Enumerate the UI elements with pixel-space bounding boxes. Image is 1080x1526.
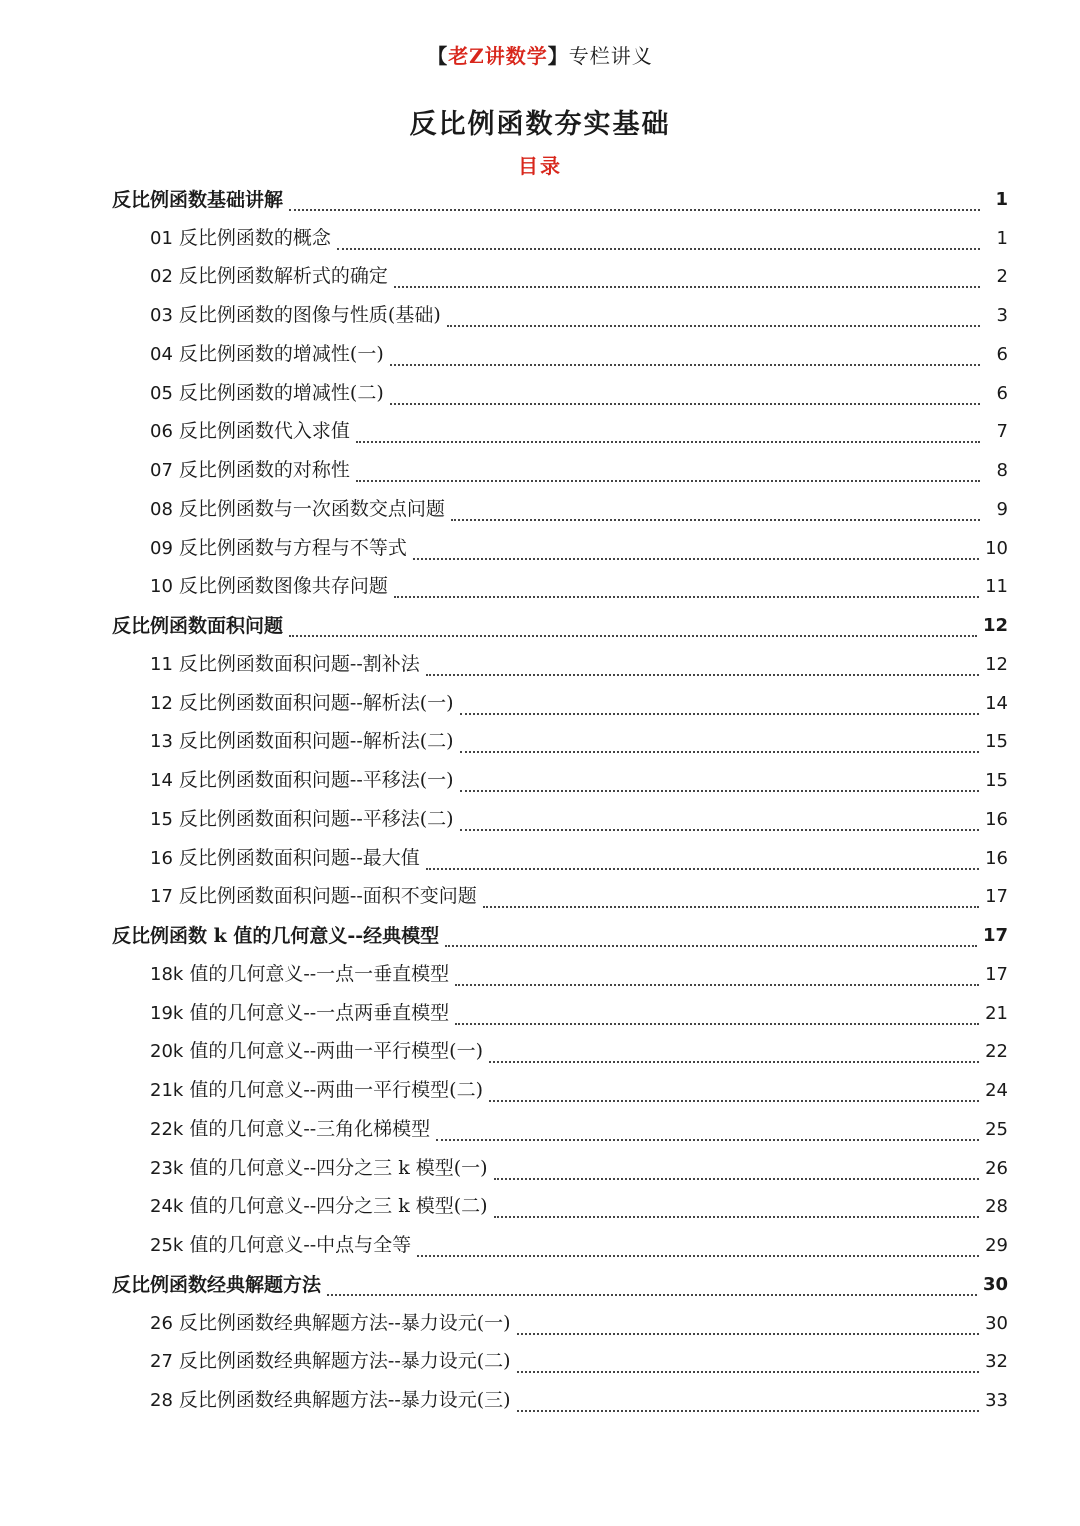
- toc-leader-dots: [460, 727, 980, 753]
- toc-leader-dots: [460, 805, 980, 831]
- toc-entry-label: 反比例函数面积问题: [112, 615, 284, 637]
- toc-item[interactable]: [112, 955, 1008, 994]
- toc-entry-label: 反比例函数面积问题--面积不变问题: [178, 885, 477, 908]
- toc-entry-label: 反比例函数经典解题方法--暴力设元(一): [178, 1311, 511, 1334]
- toc-entry-number: 08: [150, 498, 173, 520]
- toc-leader-dots: [494, 1192, 980, 1218]
- toc-entry-number: 27: [150, 1351, 173, 1373]
- toc-item[interactable]: [112, 374, 1008, 413]
- toc-entry-label: 反比例函数的概念: [178, 226, 331, 249]
- toc-entry-number: 11: [150, 653, 173, 675]
- toc-entry-number: 21k: [150, 1080, 184, 1101]
- toc-entry-label: 反比例函数的对称性: [178, 459, 350, 481]
- toc-entry-text: [150, 1304, 511, 1343]
- toc-item[interactable]: [112, 1071, 1008, 1110]
- toc-leader-dots: [517, 1347, 980, 1373]
- toc-leader-dots: [390, 379, 980, 405]
- header-brand: 老Z讲数学: [448, 44, 548, 68]
- toc-entry-label: 值的几何意义--四分之三 k 模型(一): [189, 1156, 488, 1179]
- toc-entry-label: 反比例函数基础讲解: [112, 188, 284, 211]
- toc-entry-label: 反比例函数面积问题--平移法(二): [178, 807, 454, 830]
- toc-item[interactable]: [112, 800, 1008, 839]
- toc-leader-dots: [394, 572, 979, 598]
- toc-page-number: 3: [996, 305, 1008, 326]
- toc-entry-number: 09: [150, 537, 173, 559]
- toc-entry-number: 10: [150, 576, 173, 598]
- toc-entry-text: [150, 1381, 511, 1420]
- toc-entry-label: 反比例函数经典解题方法--暴力设元(三): [178, 1389, 511, 1411]
- header-suffix: 专栏讲义: [568, 44, 653, 68]
- toc-entry-text: [150, 219, 331, 258]
- toc-leader-dots: [394, 262, 980, 288]
- toc-entry-text: [150, 1071, 483, 1110]
- toc-entry-number: 18k: [150, 963, 184, 985]
- toc-entry-label: 值的几何意义--一点两垂直模型: [189, 1001, 450, 1024]
- toc-entry-text: [150, 451, 350, 490]
- toc-item[interactable]: [112, 1343, 1008, 1382]
- toc-entry-label: 反比例函数的增减性(一): [178, 342, 384, 365]
- toc-chapter[interactable]: [112, 916, 1008, 955]
- toc-page-number: 6: [996, 343, 1008, 365]
- toc-leader-dots: [483, 882, 979, 908]
- toc-entry-text: [150, 877, 477, 916]
- toc-page-number: 7: [996, 421, 1008, 443]
- toc-leader-dots: [517, 1309, 980, 1335]
- toc-leader-dots: [426, 844, 979, 870]
- toc-entry-text: [150, 374, 384, 413]
- toc-leader-dots: [356, 456, 980, 482]
- toc-leader-dots: [413, 534, 979, 560]
- toc-leader-dots: [494, 1154, 980, 1180]
- toc-entry-text: [150, 1187, 488, 1226]
- toc-item[interactable]: [112, 258, 1008, 297]
- toc-leader-dots: [460, 766, 980, 792]
- toc-entry-text: [150, 761, 454, 800]
- toc-entry-text: [150, 684, 454, 723]
- toc-entry-label: 反比例函数面积问题--最大值: [178, 846, 420, 869]
- toc-entry-number: 26: [150, 1312, 173, 1334]
- toc-page-number: 30: [985, 1312, 1008, 1334]
- toc-entry-label: 反比例函数的增减性(二): [178, 381, 384, 404]
- toc-entry-text: [150, 839, 420, 878]
- toc-leader-dots: [426, 650, 979, 676]
- toc-item[interactable]: [112, 1226, 1008, 1265]
- toc-page-number: 28: [985, 1196, 1008, 1218]
- toc-page-number: 22: [985, 1041, 1008, 1063]
- toc-entry-label: 反比例函数解析式的确定: [178, 265, 388, 288]
- toc-item[interactable]: [112, 219, 1008, 258]
- toc-page-number: 30: [982, 1273, 1008, 1295]
- toc-entry-text: [150, 1110, 430, 1149]
- toc-entry-text: [112, 1266, 321, 1304]
- toc-page-number: 16: [985, 847, 1008, 869]
- toc-leader-dots: [489, 1076, 979, 1102]
- toc-item[interactable]: [112, 994, 1008, 1033]
- toc-entry-label: 值的几何意义--两曲一平行模型(二): [189, 1079, 483, 1101]
- toc-page-number: 6: [996, 382, 1008, 404]
- toc-entry-text: [150, 800, 454, 839]
- toc-leader-dots: [417, 1231, 979, 1257]
- toc-page-number: 25: [985, 1118, 1008, 1140]
- toc-page-number: 1: [996, 227, 1008, 249]
- toc-item[interactable]: [112, 1033, 1008, 1072]
- toc-entry-label: 反比例函数经典解题方法--暴力设元(二): [178, 1350, 511, 1373]
- toc-entry-text: [150, 257, 388, 296]
- toc-entry-number: 06: [150, 421, 173, 443]
- toc-entry-text: [112, 181, 283, 219]
- toc-leader-dots: [447, 301, 980, 327]
- toc-entry-text: [150, 296, 441, 335]
- toc-leader-dots: [356, 417, 980, 443]
- toc-page-number: 33: [985, 1390, 1008, 1411]
- toc-entry-label: 反比例函数代入求值: [178, 420, 350, 443]
- document-title: 反比例函数夯实基础: [409, 109, 671, 140]
- toc-entry-label: 反比例函数与方程与不等式: [178, 536, 407, 559]
- toc-item[interactable]: [112, 568, 1008, 607]
- toc-entry-text: [150, 1342, 511, 1381]
- toc-leader-dots: [445, 921, 977, 947]
- toc-entry-number: 05: [150, 382, 173, 404]
- toc-entry-label: 反比例函数 k 值的几何意义--经典模型: [112, 925, 440, 947]
- toc-entry-text: [150, 1149, 488, 1188]
- toc-entry-number: 04: [150, 343, 173, 365]
- toc-entry-text: [150, 412, 350, 451]
- toc-entry-number: 13: [150, 731, 173, 753]
- toc-entry-text: [150, 994, 449, 1033]
- toc-entry-label: 值的几何意义--中点与全等: [189, 1234, 412, 1256]
- toc-entry-text: [150, 1226, 411, 1265]
- toc-item[interactable]: [112, 413, 1008, 452]
- toc-entry-number: 02: [150, 266, 173, 288]
- toc-entry-label: 反比例函数的图像与性质(基础): [178, 304, 441, 326]
- toc-leader-dots: [337, 224, 980, 250]
- toc-page-number: 12: [985, 653, 1008, 675]
- toc-leader-dots: [327, 1270, 977, 1296]
- toc-leader-dots: [517, 1386, 980, 1412]
- toc-item[interactable]: [112, 529, 1008, 568]
- toc-entry-label: 值的几何意义--一点一垂直模型: [189, 962, 450, 985]
- toc-item[interactable]: [112, 1381, 1008, 1420]
- toc-entry-number: 25k: [150, 1235, 184, 1256]
- toc-page-number: 17: [985, 963, 1008, 985]
- toc-page-number: 17: [985, 886, 1008, 908]
- toc-entry-text: [150, 529, 407, 568]
- toc-entry-number: 24k: [150, 1196, 184, 1218]
- toc-entry-label: 反比例函数经典解题方法: [112, 1273, 322, 1296]
- toc-entry-number: 28: [150, 1390, 173, 1411]
- toc-item[interactable]: [112, 723, 1008, 762]
- toc-item[interactable]: [112, 839, 1008, 878]
- toc-entry-text: [150, 722, 454, 761]
- toc-leader-dots: [390, 340, 980, 366]
- toc-leader-dots: [489, 1037, 979, 1063]
- toc-entry-label: 反比例函数面积问题--解析法(一): [178, 691, 454, 714]
- toc-page-number: 10: [985, 537, 1008, 559]
- page-header: [0, 40, 1080, 69]
- toc-chapter[interactable]: [112, 1265, 1008, 1304]
- toc-entry-text: [150, 490, 445, 529]
- toc-entry-number: 17: [150, 886, 173, 908]
- toc-page-number: 24: [985, 1080, 1008, 1101]
- toc-page-number: 29: [985, 1235, 1008, 1256]
- toc-page-number: 11: [985, 576, 1008, 598]
- toc-entry-number: 23k: [150, 1157, 184, 1179]
- toc-item[interactable]: [112, 1149, 1008, 1188]
- toc-entry-label: 反比例函数与一次函数交点问题: [178, 497, 445, 520]
- toc-page-number: 2: [996, 266, 1008, 288]
- toc-leader-dots: [289, 611, 977, 637]
- toc-entry-label: 反比例函数图像共存问题: [178, 575, 388, 598]
- toc-entry-number: 01: [150, 227, 173, 249]
- header-bracket-close: 】: [547, 44, 569, 68]
- toc-entry-number: 20k: [150, 1041, 184, 1063]
- toc-leader-dots: [451, 495, 980, 521]
- toc-entry-label: 值的几何意义--四分之三 k 模型(二): [189, 1195, 488, 1218]
- toc-entry-number: 16: [150, 847, 173, 869]
- toc-page-number: 9: [996, 498, 1008, 520]
- toc-item[interactable]: [112, 1188, 1008, 1227]
- toc-page-number: 14: [985, 692, 1008, 714]
- toc-page-number: 8: [996, 460, 1008, 481]
- toc-entry-number: 03: [150, 305, 173, 326]
- toc-entry-label: 反比例函数面积问题--割补法: [178, 652, 420, 675]
- toc-page-number: 15: [985, 731, 1008, 753]
- toc-leader-dots: [455, 999, 979, 1025]
- toc-item[interactable]: [112, 1304, 1008, 1343]
- toc-page-number: 16: [985, 808, 1008, 830]
- toc-item[interactable]: [112, 645, 1008, 684]
- toc-entry-text: [112, 607, 283, 645]
- toc-leader-dots: [289, 185, 980, 211]
- toc-entry-number: 15: [150, 808, 173, 830]
- toc-entry-number: 07: [150, 460, 173, 481]
- toc-entry-text: [150, 567, 388, 606]
- toc-entry-label: 反比例函数面积问题--解析法(二): [178, 730, 454, 753]
- toc-page-number: 17: [982, 925, 1008, 946]
- toc-entry-number: 12: [150, 692, 173, 714]
- toc-leader-dots: [436, 1115, 979, 1141]
- toc-chapter[interactable]: [112, 606, 1008, 645]
- toc-item[interactable]: [112, 684, 1008, 723]
- toc-entry-number: 22k: [150, 1118, 184, 1140]
- toc-leader-dots: [460, 689, 980, 715]
- toc-chapter[interactable]: [112, 180, 1008, 219]
- toc-item[interactable]: [112, 878, 1008, 917]
- toc-label: 目录: [518, 154, 562, 178]
- toc-entry-text: [150, 955, 449, 994]
- toc-entry-label: 值的几何意义--三角化梯模型: [189, 1117, 431, 1140]
- toc-entry-text: [150, 335, 384, 374]
- toc-item[interactable]: [112, 335, 1008, 374]
- toc-entry-number: 14: [150, 770, 173, 791]
- toc-entry-number: 19k: [150, 1002, 184, 1024]
- toc-item[interactable]: [112, 490, 1008, 529]
- toc-entry-label: 值的几何意义--两曲一平行模型(一): [189, 1040, 483, 1063]
- toc-entry-text: [150, 645, 420, 684]
- toc-leader-dots: [455, 960, 979, 986]
- toc-page-number: 32: [985, 1351, 1008, 1373]
- toc-page-number: 26: [985, 1157, 1008, 1179]
- toc-item[interactable]: [112, 296, 1008, 335]
- toc-item[interactable]: [112, 1110, 1008, 1149]
- toc-page-number: 12: [982, 615, 1008, 636]
- toc-entry-text: [112, 917, 439, 955]
- toc-entry-label: 反比例函数面积问题--平移法(一): [178, 769, 454, 791]
- header-bracket-open: 【: [427, 44, 449, 68]
- toc-entry-text: [150, 1032, 483, 1071]
- toc-page-number: 15: [985, 770, 1008, 791]
- toc-page-number: 1: [995, 188, 1008, 210]
- table-of-contents: [112, 180, 1008, 1420]
- toc-item[interactable]: [112, 451, 1008, 490]
- toc-page-number: 21: [985, 1002, 1008, 1024]
- toc-item[interactable]: [112, 761, 1008, 800]
